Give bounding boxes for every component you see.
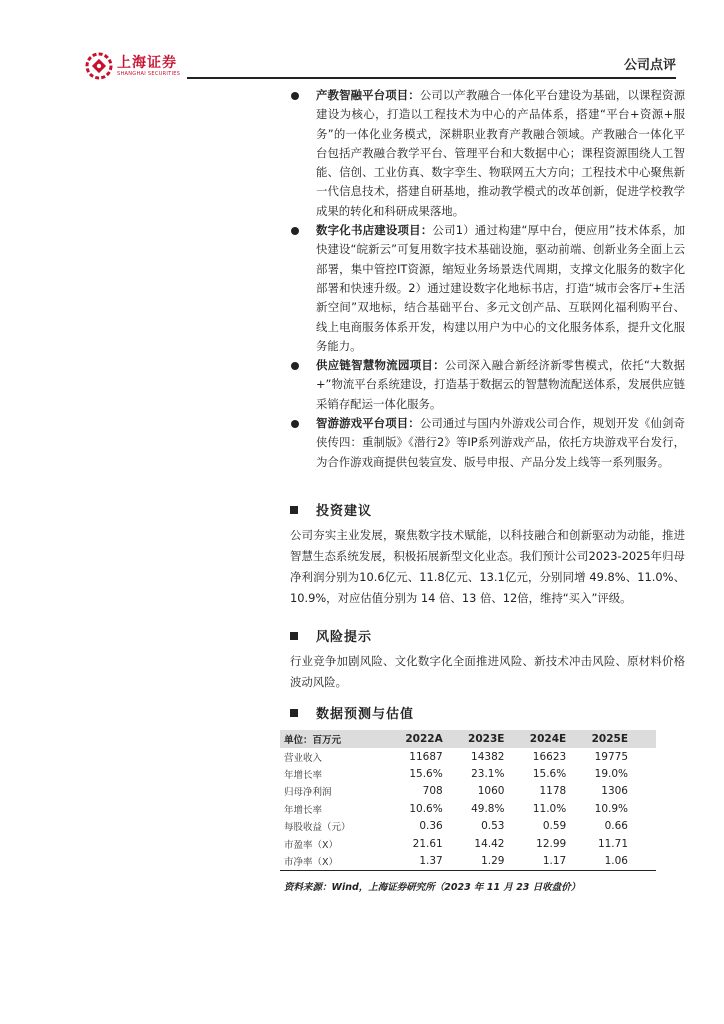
logo-name-en: SHANGHAI SECURITIES: [117, 70, 181, 77]
bullet-item: [290, 221, 685, 356]
row-label: 年增长率: [284, 770, 323, 782]
table-cell: 11.0%: [532, 802, 567, 815]
table-cell: 708: [422, 785, 443, 798]
column-header: 2023E: [447, 730, 509, 748]
logo-name-cn: 上海证券: [117, 54, 177, 71]
table-row: [280, 818, 656, 835]
bullet-term: 数字化书店建设项目：: [316, 223, 433, 238]
table-cell: 19775: [594, 750, 628, 763]
table-row: [280, 800, 656, 817]
section-square-icon: [290, 709, 298, 717]
bullet-text: 公司以产教融合一体化平台建设为基础，以课程资源建设为核心，打造以工程技术为中心的产品体系，搭建“平台+资源+服务”的一体化业务模式，深耕职业教育产教融合领域。产教融合一体化平台包括产教融合教学平台、管理平台和大数据中心；课程资源围绕人工智能、信创、工业仿真、数字孪生、物联网五大方向；工程技术中心聚焦新一代信息技术，搭建自研基地，推动教学模式的改革创新，促进学校教学成果的转化和科研成果落地。: [316, 88, 685, 218]
invest-paragraph: 公司夯实主业发展，聚焦数字技术赋能，以科技融合和创新驱动为动能，推进智慧生态系统发展，积极拓展新型文化业态。我们预计公司2023-2025年归母净利润分别为10.6亿元、11.8亿元、13.1亿元，分别同增 49.8%、11.0%、10.9%，对应估值分别为 14 倍、13 倍、12倍，维持“买入”评级。: [290, 528, 685, 605]
invest-section-heading: [290, 500, 372, 519]
table-cell: 0.59: [542, 820, 567, 833]
bullet-dot-icon: [291, 92, 299, 100]
table-cell: 49.8%: [471, 802, 505, 815]
table-cell: 1060: [477, 785, 505, 798]
risk-section-heading: [290, 626, 372, 645]
bullet-text: 公司深入融合新经济新零售模式，依托“大数据+”物流平台系统建设，打造基于数据云的智慧物流配送体系，发展供应链采销存配运一体化服务。: [316, 358, 685, 411]
table-cell: 1178: [539, 785, 567, 798]
table-cell: 15.6%: [532, 768, 567, 781]
table-padding-cell: [632, 800, 656, 817]
table-cell: 21.61: [412, 837, 443, 850]
table-padding-cell: [632, 783, 656, 800]
table-row: [280, 783, 656, 800]
bullet-dot-icon: [291, 362, 299, 370]
row-label: 归母净利润: [284, 787, 332, 799]
table-padding-cell: [632, 835, 656, 852]
table-header-row: [280, 730, 656, 748]
section-square-icon: [290, 506, 298, 514]
report-type-label: 公司点评: [623, 58, 676, 73]
table-cell: 10.6%: [409, 802, 443, 815]
table-cell: 14.42: [474, 837, 505, 850]
table-padding-cell: [632, 818, 656, 835]
table-cell: 23.1%: [471, 768, 505, 781]
column-header: 2025E: [570, 730, 632, 748]
table-source-note: 资料来源：Wind，上海证券研究所（2023 年 11 月 23 日收盘价）: [284, 882, 581, 893]
risk-paragraph: 行业竞争加剧风险、文化数字化全面推进风险、新技术冲击风险、原材料价格波动风险。: [290, 654, 685, 689]
table-cell: 1.17: [508, 852, 570, 870]
row-label: 营业收入: [284, 752, 323, 764]
table-padding-cell: [632, 730, 656, 748]
table-cell: 1.29: [447, 852, 509, 870]
table-cell: 11687: [409, 750, 443, 763]
risk-title: 风险提示: [316, 630, 373, 645]
table-cell: 11.71: [597, 837, 628, 850]
table-cell: 1.37: [384, 852, 447, 870]
table-cell: 0.36: [419, 820, 443, 833]
forecast-title: 数据预测与估值: [316, 707, 415, 722]
table-cell: 0.53: [481, 820, 505, 833]
bullet-item: [290, 86, 685, 221]
bullet-term: 供应链智慧物流园项目：: [316, 358, 445, 373]
page-header: [0, 0, 724, 80]
table-cell: 1.06: [570, 852, 632, 870]
table-padding-cell: [632, 852, 656, 870]
row-label: 市净率（X）: [280, 852, 384, 870]
table-padding-cell: [632, 748, 656, 765]
column-header: 2024E: [508, 730, 570, 748]
company-logo: [85, 52, 180, 80]
table-row: [280, 852, 656, 870]
project-bullet-list: [290, 86, 685, 472]
table-cell: 14382: [471, 750, 505, 763]
forecast-section-heading: [290, 703, 414, 722]
table-cell: 1306: [601, 785, 628, 798]
bullet-term: 产教智融平台项目：: [316, 88, 420, 102]
table-row: [280, 748, 656, 765]
table-cell: 19.0%: [594, 768, 628, 781]
row-label: 年增长率: [284, 804, 323, 816]
table-cell: 16623: [532, 750, 567, 763]
section-square-icon: [290, 632, 298, 640]
bullet-dot-icon: [291, 227, 299, 235]
row-label: 市盈率（X）: [284, 839, 339, 851]
table-row: [280, 835, 656, 852]
invest-title: 投资建议: [316, 504, 373, 519]
bullet-term: 智游游戏平台项目：: [316, 416, 420, 431]
table-padding-cell: [632, 765, 656, 782]
bullet-item: [290, 356, 685, 414]
table-cell: 12.99: [536, 837, 567, 850]
table-cell: 15.6%: [409, 768, 443, 781]
bullet-text: 公司1）通过构建“厚中台，便应用”技术体系，加快建设“皖新云”可复用数字技术基础设施，驱动前端、创新业务全面上云部署，集中管控IT资源，缩短业务场景迭代周期，支撑文化服务的数字化部署和快速升级。2）通过建设数字化地标书店，打造“城市会客厅+生活新空间”双地标，结合基础平台、多元文创产品、互联网化福利购平台、线上电商服务体系开发，构建以用户为中心的文化服务体系，提升文化服务能力。: [316, 223, 685, 353]
forecast-table: [280, 730, 656, 871]
header-divider: [187, 77, 676, 79]
row-label: 每股收益（元）: [284, 822, 351, 834]
bullet-text: 公司通过与国内外游戏公司合作，规划开发《仙剑奇侠传四：重制版》《潜行2》等IP系列游戏产品，依托方块游戏平台发行，为合作游戏商提供包装宣发、版号申报、产品分发上线等一系列服务。: [316, 416, 685, 469]
bullet-item: [290, 414, 685, 472]
column-header: 2022A: [384, 730, 447, 748]
table-row: [280, 765, 656, 782]
table-cell: 10.9%: [594, 802, 628, 815]
unit-label: 单位：百万元: [280, 730, 384, 748]
table-cell: 0.66: [604, 820, 628, 833]
logo-emblem-icon: [85, 52, 113, 80]
bullet-dot-icon: [291, 420, 299, 428]
